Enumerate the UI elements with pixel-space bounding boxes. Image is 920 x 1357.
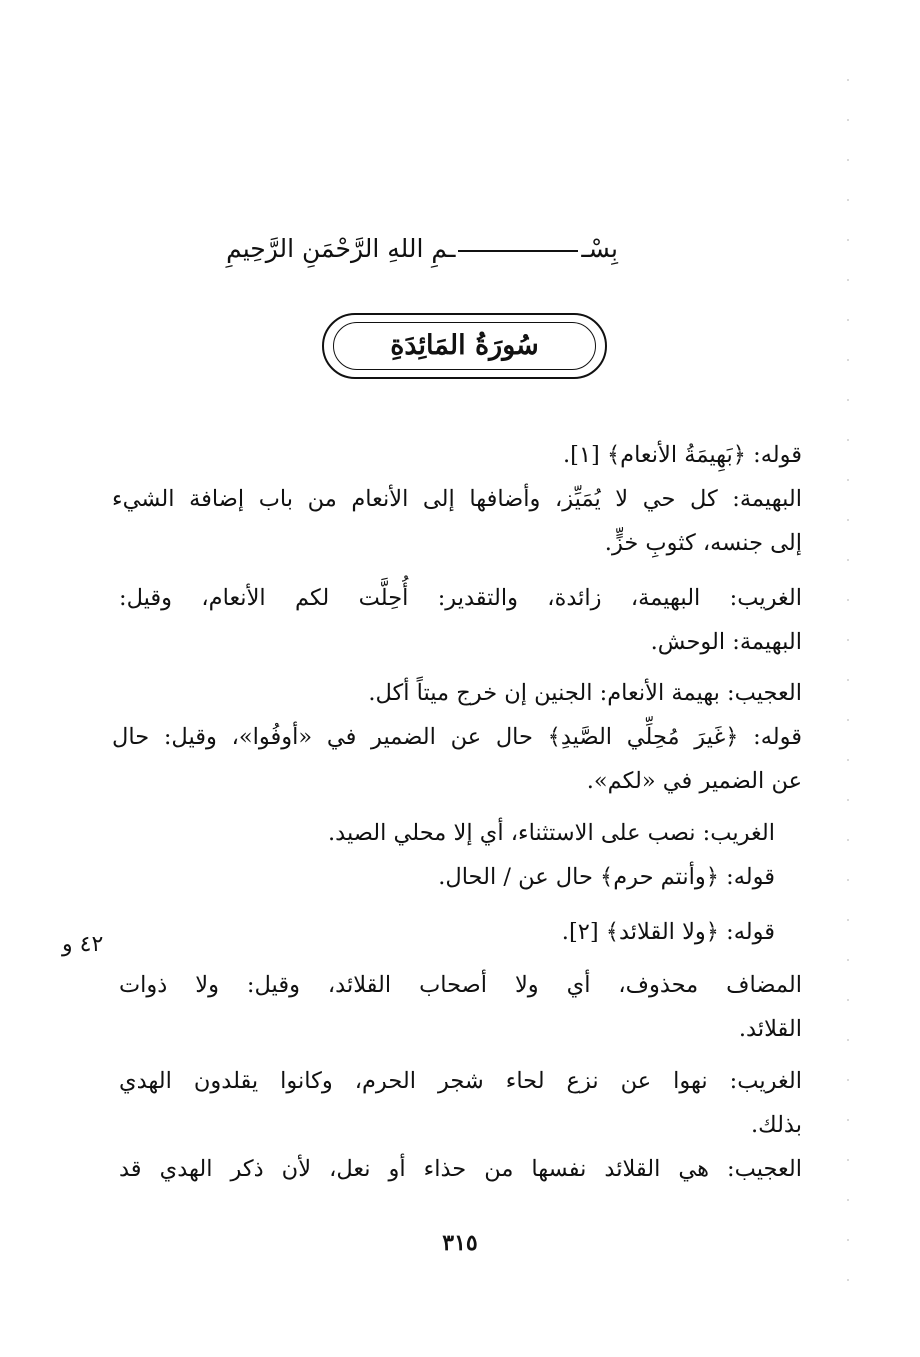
text-line-15: بذلك.: [750, 1112, 802, 1138]
basmala-end: ـمِ اللهِ الرَّحْمَنِ الرَّحِيمِ: [226, 234, 456, 263]
text-line-14: الغريب: نهوا عن نزع لحاء شجر الحرم، وكانوا يقلدون الهدي: [119, 1068, 802, 1094]
text-line-4: الغريب: البهيمة، زائدة، والتقدير: أُحِلَّت لكم الأنعام، وقيل:: [119, 585, 802, 611]
surah-title: سُورَةُ المَائِدَةِ: [390, 330, 539, 361]
text-line-1: قوله: ﴿بَهِيمَةُ الأنعام﴾ [١].: [563, 442, 802, 468]
text-line-12: المضاف محذوف، أي ولا أصحاب القلائد، وقيل: ولا ذوات: [119, 972, 802, 998]
text-line-13: القلائد.: [738, 1016, 802, 1042]
surah-title-frame: [322, 313, 607, 379]
basmala-kashida: [458, 250, 578, 252]
text-line-5: البهيمة: الوحش.: [650, 629, 802, 655]
text-line-9: الغريب: نصب على الاستثناء، أي إلا محلي الصيد.: [328, 820, 775, 846]
page-number: ٣١٥: [442, 1230, 478, 1256]
text-line-2: البهيمة: كل حي لا يُمَيِّز، وأضافها إلى الأنعام من باب إضافة الشيء: [112, 486, 802, 512]
text-line-8: عن الضمير في «لكم».: [586, 768, 802, 794]
text-line-11: قوله: ﴿ولا القلائد﴾ [٢].: [561, 919, 775, 945]
text-line-16: العجيب: هي القلائد نفسها من حذاء أو نعل، لأن ذكر الهدي قد: [119, 1156, 802, 1182]
text-line-3: إلى جنسه، كثوبِ خزٍّ.: [604, 530, 802, 556]
text-line-10: قوله: ﴿وأنتم حرم﴾ حال عن / الحال.: [438, 864, 775, 890]
basmala-start: بِسْـ: [581, 234, 618, 263]
basmala-heading: [226, 226, 618, 272]
text-line-6: العجيب: بهيمة الأنعام: الجنين إن خرج ميتاً أكل.: [368, 680, 802, 706]
text-line-7: قوله: ﴿غَيرَ مُحِلِّي الصَّيدِ﴾ حال عن الضمير في «أوفُوا»، وقيل: حال: [112, 724, 802, 750]
scan-artifact: [846, 60, 850, 1310]
manuscript-folio-note: ٤٢ و: [62, 932, 104, 957]
